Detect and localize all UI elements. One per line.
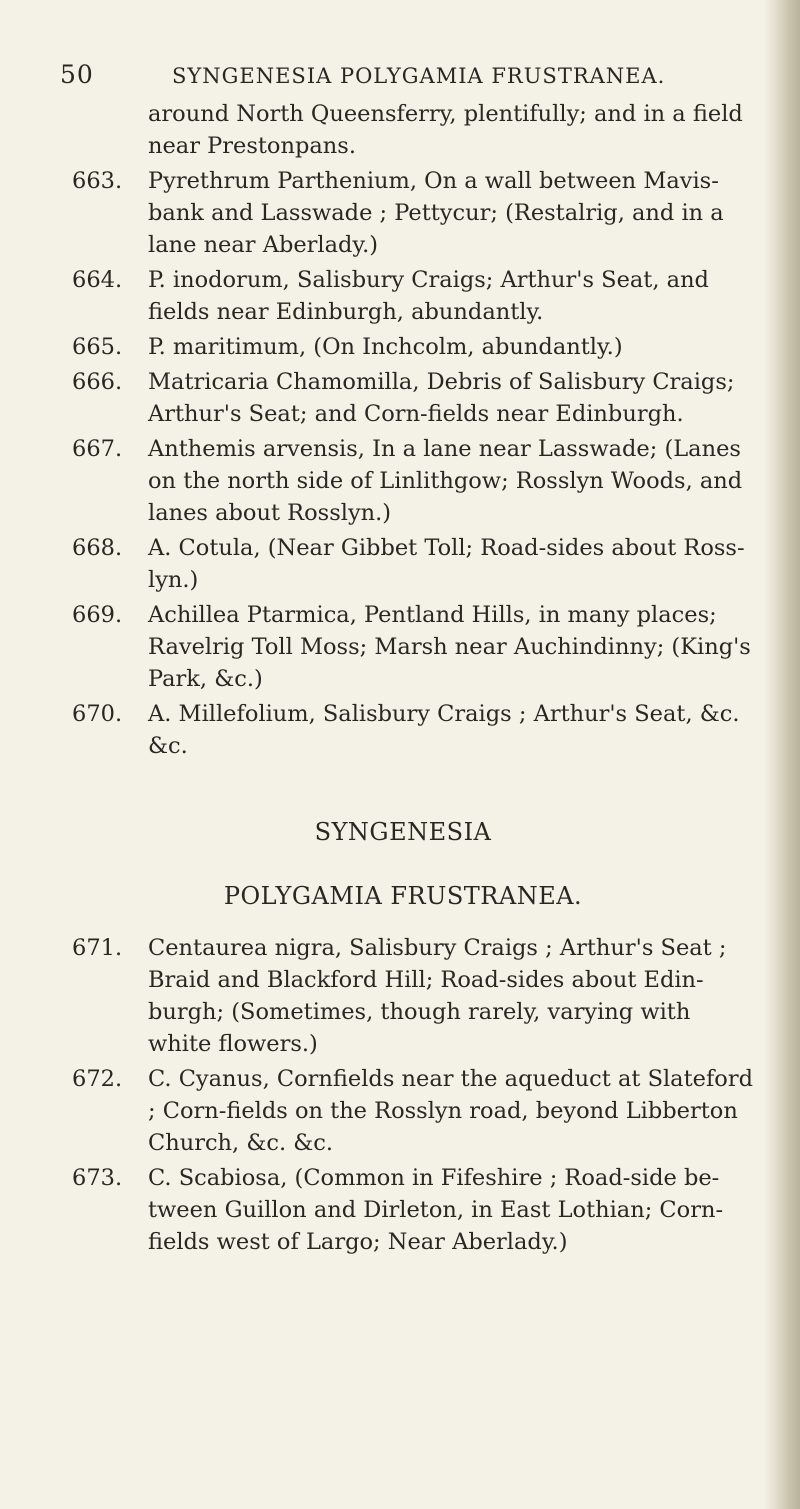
continuation-entry [72, 98, 758, 162]
entry-text: Centaurea nigra, Salisbury Craigs ; Arthur's Seat ; Braid and Blackford Hill; Road-sides about Edin-burgh; (Sometimes, though rarely, varying with white flowers.) [148, 935, 727, 1057]
entry-number: 666. [72, 369, 123, 395]
entry-666 [72, 366, 758, 430]
page-number: 50 [60, 60, 94, 89]
entry-text: Pyrethrum Parthenium, On a wall between Mavis-bank and Lasswade ; Pettycur; (Restalrig, and in a lane near Aberlady.) [148, 168, 724, 258]
entry-text: P. inodorum, Salisbury Craigs; Arthur's Seat, and fields near Edinburgh, abundantly. [148, 267, 709, 325]
entry-text: Anthemis arvensis, In a lane near Lasswade; (Lanes on the north side of Linlithgow; Rosslyn Woods, and lanes about Rosslyn.) [148, 436, 743, 526]
entry-672 [72, 1063, 758, 1159]
entry-663 [72, 165, 758, 261]
entry-number: 670. [72, 701, 123, 727]
entry-list-a [72, 98, 758, 765]
section-subheading: POLYGAMIA FRUSTRANEA. [223, 882, 583, 910]
entry-number: 665. [72, 334, 123, 360]
entry-text: A. Millefolium, Salisbury Craigs ; Arthur's Seat, &c. &c. [148, 701, 740, 759]
entry-text: Matricaria Chamomilla, Debris of Salisbury Craigs; Arthur's Seat; and Corn-fields near Edinburgh. [148, 369, 735, 427]
entry-text: Achillea Ptarmica, Pentland Hills, in many places; Ravelrig Toll Moss; Marsh near Auchindinny; (King's Park, &c.) [148, 602, 751, 692]
entry-number: 668. [72, 535, 123, 561]
entry-text: C. Cyanus, Cornfields near the aqueduct at Slateford ; Corn-fields on the Rosslyn road, beyond Libberton Church, &c. &c. [148, 1066, 753, 1156]
entry-number: 664. [72, 267, 123, 293]
entry-text: A. Cotula, (Near Gibbet Toll; Road-sides about Ross-lyn.) [148, 535, 745, 593]
section-heading: SYNGENESIA [314, 818, 492, 846]
entry-668 [72, 532, 758, 596]
entry-number: 673. [72, 1165, 123, 1191]
entry-number: 667. [72, 436, 123, 462]
entry-673 [72, 1162, 758, 1258]
entry-669 [72, 599, 758, 695]
entry-number: 671. [72, 935, 123, 961]
entry-671 [72, 932, 758, 1060]
entry-number: 663. [72, 168, 123, 194]
entry-664 [72, 264, 758, 328]
entry-number: 672. [72, 1066, 123, 1092]
entry-665 [72, 331, 758, 363]
entry-667 [72, 433, 758, 529]
running-title: SYNGENESIA POLYGAMIA FRUSTRANEA. [172, 64, 666, 88]
entry-670 [72, 698, 758, 762]
page-edge [764, 0, 800, 1509]
entry-text: P. maritimum, (On Inchcolm, abundantly.) [148, 334, 623, 360]
entry-text: C. Scabiosa, (Common in Fifeshire ; Road-side be-tween Guillon and Dirleton, in East Lothian; Corn-fields west of Largo; Near Aberlady.) [148, 1165, 724, 1255]
entry-list-b [72, 932, 758, 1261]
running-head [60, 60, 720, 94]
entry-number: 669. [72, 602, 123, 628]
entry-text: around North Queensferry, plentifully; and in a field near Prestonpans. [148, 101, 743, 159]
